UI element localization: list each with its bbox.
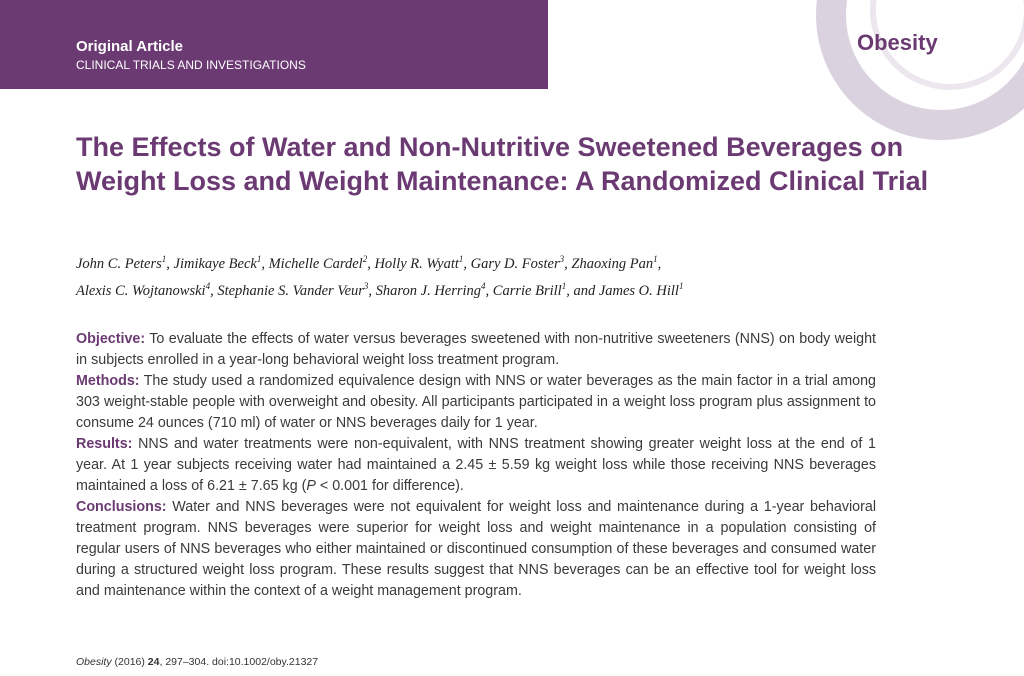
results-p-symbol: P bbox=[306, 478, 316, 494]
conclusions-text: Water and NNS beverages were not equivalent for weight loss and maintenance during a 1-year behavioral treatment program. NNS beverages were superior for weight loss and weight maintenance in a population consisting of regular users of NNS beverages who either maintained or discontinued consumption of these beverages and consumed water during a structured weight loss program. These results suggest that NNS beverages can be an effective tool for weight loss and maintenance within the context of a weight management program. bbox=[76, 499, 876, 599]
citation-journal: Obesity bbox=[76, 656, 112, 668]
author bbox=[471, 256, 565, 272]
author-name: Carrie Brill bbox=[492, 282, 562, 299]
abstract-conclusions bbox=[76, 497, 876, 602]
author-name: James O. Hill bbox=[598, 282, 679, 299]
results-text-end: < 0.001 for difference). bbox=[315, 478, 464, 494]
author bbox=[598, 280, 684, 299]
author-separator: , bbox=[166, 255, 174, 272]
author-affiliation: 2 bbox=[362, 254, 368, 264]
journal-logo: Obesity bbox=[857, 30, 938, 55]
author-separator: , bbox=[564, 255, 572, 272]
author bbox=[269, 256, 368, 272]
author-separator: , bbox=[463, 255, 471, 272]
author-separator: , bbox=[367, 255, 375, 272]
author-affiliation: 1 bbox=[161, 254, 167, 264]
author-name: John C. Peters bbox=[76, 255, 162, 272]
author bbox=[374, 256, 463, 272]
author bbox=[76, 280, 211, 299]
methods-label: Methods: bbox=[76, 373, 140, 389]
results-text: NNS and water treatments were non-equivalent, with NNS treatment showing greater weight loss at the end of 1 year. At 1 year subjects receiving water had maintained a 2.45 ± 5.59 kg weight loss while those receiving NNS beverages maintained a loss of 6.21 ± 7.65 kg ( bbox=[76, 436, 876, 494]
author-affiliation: 4 bbox=[481, 280, 486, 291]
citation bbox=[76, 656, 318, 668]
author bbox=[571, 256, 657, 272]
abstract-methods bbox=[76, 371, 876, 434]
author-separator: , bbox=[657, 255, 662, 272]
objective-text: To evaluate the effects of water versus beverages sweetened with non-nutritive sweeteners (NNS) on body weight in subjects enrolled in a year-long behavioral weight loss treatment program. bbox=[76, 331, 877, 368]
abstract-objective bbox=[76, 329, 876, 371]
abstract-results bbox=[76, 434, 876, 497]
author-name: Alexis C. Wojtanowski bbox=[76, 282, 206, 299]
author-affiliation: 1 bbox=[653, 254, 658, 264]
author bbox=[174, 256, 262, 272]
section-name: CLINICAL TRIALS AND INVESTIGATIONS bbox=[76, 58, 306, 72]
author-affiliation: 3 bbox=[363, 280, 369, 291]
article-title: The Effects of Water and Non-Nutritive Sweetened Beverages on Weight Loss and Weight Maintenance: A Randomized Clinical Trial bbox=[76, 132, 929, 196]
author-name: Holly R. Wyatt bbox=[374, 255, 459, 272]
author bbox=[375, 280, 486, 299]
author bbox=[217, 280, 369, 299]
citation-year: (2016) bbox=[111, 656, 148, 668]
header-banner bbox=[0, 0, 548, 89]
author-affiliation: 1 bbox=[678, 280, 684, 291]
author-affiliation: 4 bbox=[205, 280, 211, 291]
author-list bbox=[76, 248, 956, 302]
conclusions-label: Conclusions: bbox=[76, 499, 167, 515]
citation-volume: 24 bbox=[147, 656, 160, 668]
article-type: Original Article bbox=[76, 38, 183, 55]
author-name: Zhaoxing Pan bbox=[571, 255, 654, 272]
author-name: Gary D. Foster bbox=[470, 255, 560, 272]
author-affiliation: 3 bbox=[559, 254, 565, 264]
author bbox=[492, 280, 567, 299]
abstract bbox=[76, 329, 876, 602]
author-separator: , bbox=[485, 282, 493, 299]
author-separator: , bbox=[261, 255, 269, 272]
citation-pages: , 297–304. doi:10.1002/oby.21327 bbox=[159, 656, 319, 668]
author bbox=[76, 256, 166, 272]
author-name: Jimikaye Beck bbox=[173, 255, 257, 272]
author-name: Sharon J. Herring bbox=[375, 282, 482, 299]
author-separator: , bbox=[210, 282, 218, 299]
author-affiliation: 1 bbox=[256, 254, 262, 264]
author-name: Stephanie S. Vander Veur bbox=[217, 282, 364, 299]
author-affiliation: 1 bbox=[458, 254, 464, 264]
author-separator: , bbox=[368, 282, 376, 299]
objective-label: Objective: bbox=[76, 331, 146, 347]
methods-text: The study used a randomized equivalence design with NNS or water beverages as the main factor in a trial among 303 weight-stable people with overweight and obesity. All participants participated in a weight loss program plus assignment to consume 24 ounces (710 ml) of water or NNS beverages daily for 1 year. bbox=[76, 373, 876, 431]
author-affiliation: 1 bbox=[561, 280, 567, 291]
results-label: Results: bbox=[76, 436, 133, 452]
author-name: Michelle Cardel bbox=[268, 255, 363, 272]
author-separator: , and bbox=[566, 282, 599, 299]
